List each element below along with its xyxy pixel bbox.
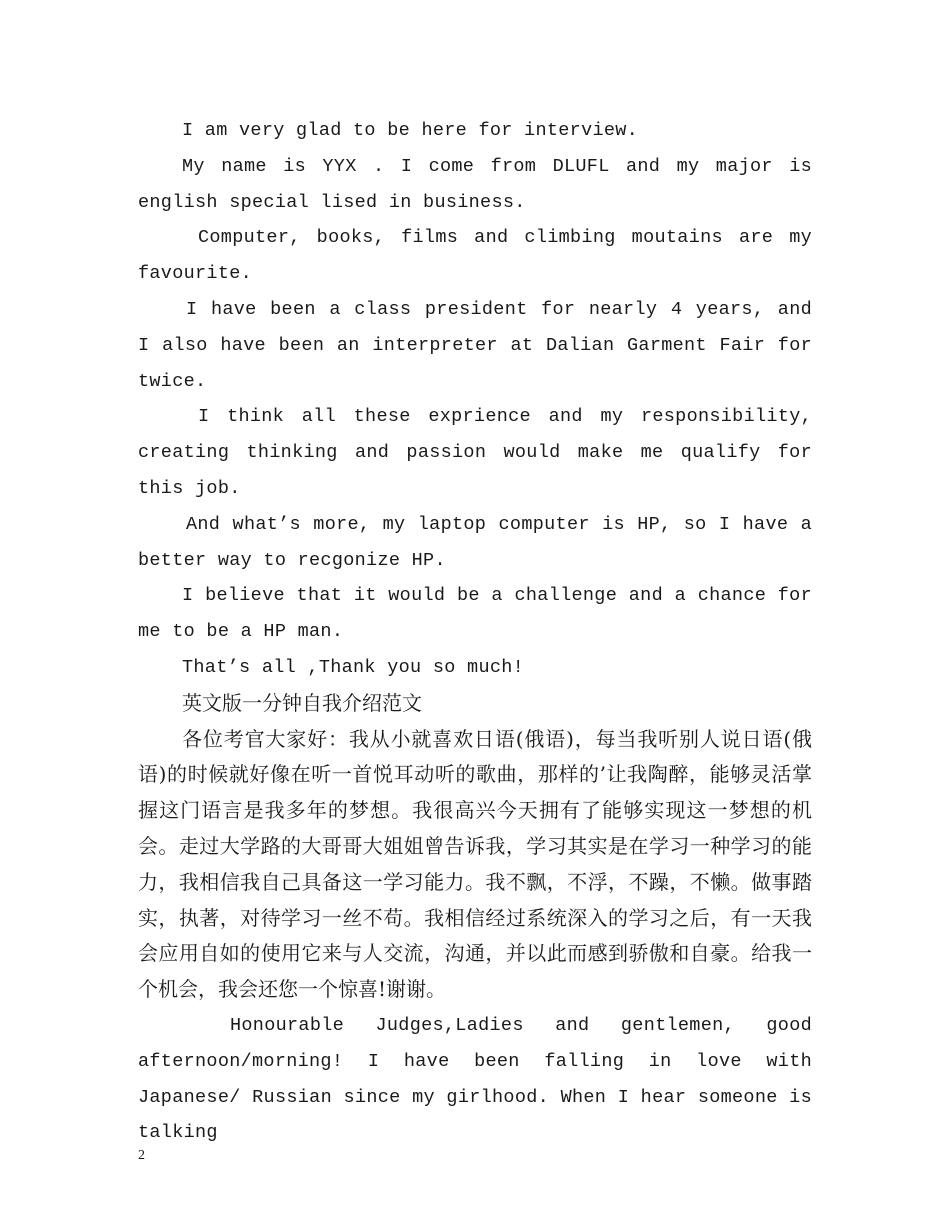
paragraph-qualification: I think all these exprience and my responsibility, creating thinking and passion would make me qualify for this job. (138, 406, 812, 499)
section-heading: 英文版一分钟自我介绍范文 (182, 690, 422, 715)
paragraph-chinese-intro: 各位考官大家好：我从小就喜欢日语(俄语)，每当我听别人说日语(俄语)的时候就好像在听一首悦耳动听的歌曲，那样的’让我陶醉，能够灵活掌握这门语言是我多年的梦想。我很高兴今天拥有了能够实现这一梦想的机会。走过大学路的大哥哥大姐姐曾告诉我，学习其实是在学习一种学习的能力，我相信我自己具备这一学习能力。我不飘，不浮，不躁，不懒。做事踏实，执著，对待学习一丝不苟。我相信经过系统深入的学习之后，有一天我会应用自如的使用它来与人交流，沟通，并以此而感到骄傲和自豪。给我一个机会，我会还您一个惊喜!谢谢。 (138, 726, 812, 1002)
paragraph-laptop: And what’s more, my laptop computer is HP, so I have a better way to recgonize HP. (138, 513, 812, 571)
page-number: 2 (138, 1148, 145, 1163)
paragraph-thanks: That’s all ,Thank you so much! (182, 656, 525, 678)
paragraph-hobbies: Computer, books, films and climbing moutains are my favourite. (138, 227, 812, 285)
paragraph-experience: I have been a class president for nearly 4 years, and I also have been an interpreter at Dalian Garment Fair for twice. (138, 298, 812, 392)
paragraph-english-intro: Honourable Judges,Ladies and gentlemen, good afternoon/morning! I have been falling in love with Japanese/ Russian since my girlhood. When I hear someone is talking (138, 1014, 812, 1144)
paragraph-challenge: I believe that it would be a challenge and a chance for me to be a HP man. (138, 585, 812, 643)
paragraph-name-major: My name is YYX . I come from DLUFL and my major is english special lised in business. (138, 155, 812, 213)
document-body (138, 113, 812, 1151)
paragraph-greeting: I am very glad to be here for interview. (182, 120, 639, 141)
